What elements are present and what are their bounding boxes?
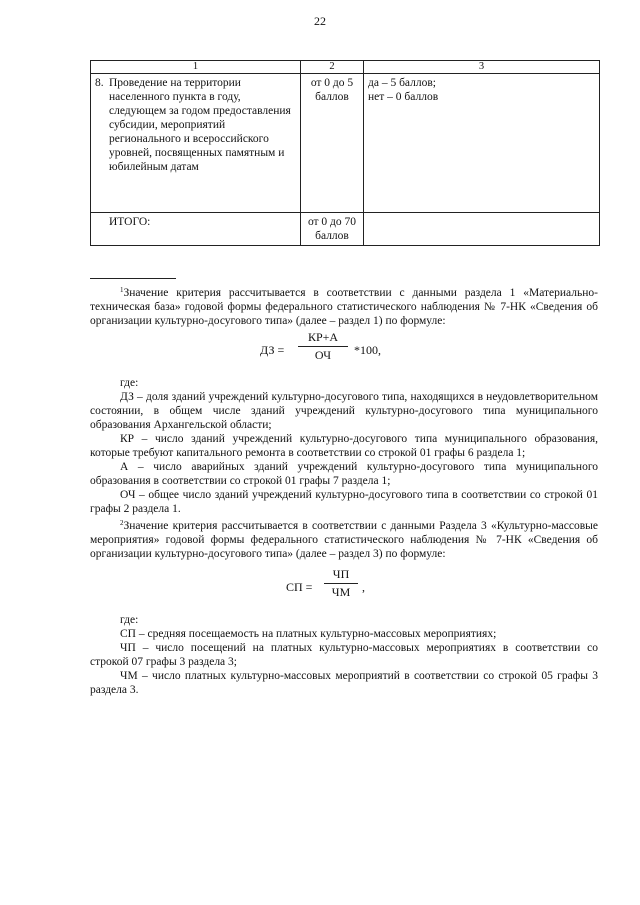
definition-kr: КР – число зданий учреждений культурно-досугового типа муниципального образования, которые требуют капитального ремонта в соответствии со строкой 01 графы 6 раздела 1; <box>90 433 598 459</box>
formula-dz <box>90 328 598 376</box>
definition-dz: ДЗ – доля зданий учреждений культурно-досугового типа, находящихся в неудовлетворительном состоянии, в общем числе зданий учреждений культурно-досугового типа муниципального образования Архангельской области; <box>90 391 598 431</box>
definition-chp: ЧП – число посещений на платных культурно-массовых мероприятиях в соответствии со строкой 07 графы 3 раздела 3; <box>90 642 598 668</box>
formula-sp-numerator: ЧП <box>324 567 358 584</box>
column-number-1: 1 <box>91 61 301 74</box>
page-number: 22 <box>314 14 326 28</box>
total-scoring-cell <box>364 213 600 246</box>
definition-a: А – число аварийных зданий учреждений культурно-досугового типа муниципального образования в соответствии со строкой 01 графы 7 раздела 1; <box>90 461 598 487</box>
total-label: ИТОГО: <box>109 216 151 228</box>
scoring-cell <box>364 74 600 213</box>
criterion-text: Проведение на территории населенного пункта в году, следующем за годом предоставления субсидии, мероприятий регионального и всероссийского уровней, посвященных памятным и юбилейным датам <box>109 77 291 173</box>
column-number-2: 2 <box>301 61 364 74</box>
footnote-2-mark: 2 <box>120 519 124 527</box>
table-header-row <box>91 61 600 74</box>
row-number: 8. <box>95 77 104 89</box>
total-range-cell: от 0 до 70 баллов <box>301 213 364 246</box>
footnote-1-text: Значение критерия рассчитывается в соответствии с данными раздела 1 «Материально-техническая база» годовой формы федерального статистического наблюдения № 7-НК «Сведения об организации культурно-досугового типа» (далее – раздел 1) по формуле: <box>90 287 598 327</box>
formula-sp-tail: , <box>362 580 365 594</box>
footnote-1-mark: 1 <box>120 286 124 294</box>
scoring-no: нет – 0 баллов <box>368 91 439 103</box>
table-row <box>91 74 600 213</box>
definition-chm: ЧМ – число платных культурно-массовых мероприятий в соответствии со строкой 05 графы 3 раздела 3. <box>90 670 598 696</box>
where-label-2: где: <box>120 614 139 626</box>
definition-sp: СП – средняя посещаемость на платных культурно-массовых мероприятиях; <box>120 628 497 640</box>
total-label-cell <box>91 213 301 246</box>
formula-dz-denominator: ОЧ <box>314 348 332 362</box>
formula-dz-numerator: КР+А <box>298 330 348 347</box>
total-row <box>91 213 600 246</box>
footnotes <box>90 283 598 697</box>
formula-dz-fraction <box>298 330 348 363</box>
footnote-2 <box>90 516 598 561</box>
definition-och: ОЧ – общее число зданий учреждений культурно-досугового типа в соответствии со строкой 01 графы 2 раздела 1. <box>90 489 598 515</box>
formula-sp <box>90 565 598 613</box>
criteria-table <box>90 60 600 246</box>
scoring-yes: да – 5 баллов; <box>368 77 436 89</box>
formula-sp-fraction <box>324 567 358 600</box>
footnote-1 <box>90 283 598 328</box>
formula-dz-lhs: ДЗ = <box>260 343 285 357</box>
formula-dz-tail: *100, <box>354 343 381 357</box>
score-range-cell: от 0 до 5 баллов <box>301 74 364 213</box>
column-number-3: 3 <box>364 61 600 74</box>
formula-sp-denominator: ЧМ <box>331 585 351 599</box>
footnote-2-text: Значение критерия рассчитывается в соответствии с данными Раздела 3 «Культурно-массовые мероприятия» годовой формы федерального статистического наблюдения № 7-НК «Сведения об организации культурно-досугового типа» (далее – раздел 3) по формуле: <box>90 520 598 560</box>
footnote-separator <box>90 278 176 279</box>
where-label-1: где: <box>120 377 139 389</box>
criterion-cell <box>91 74 301 213</box>
formula-sp-lhs: СП = <box>286 580 313 594</box>
